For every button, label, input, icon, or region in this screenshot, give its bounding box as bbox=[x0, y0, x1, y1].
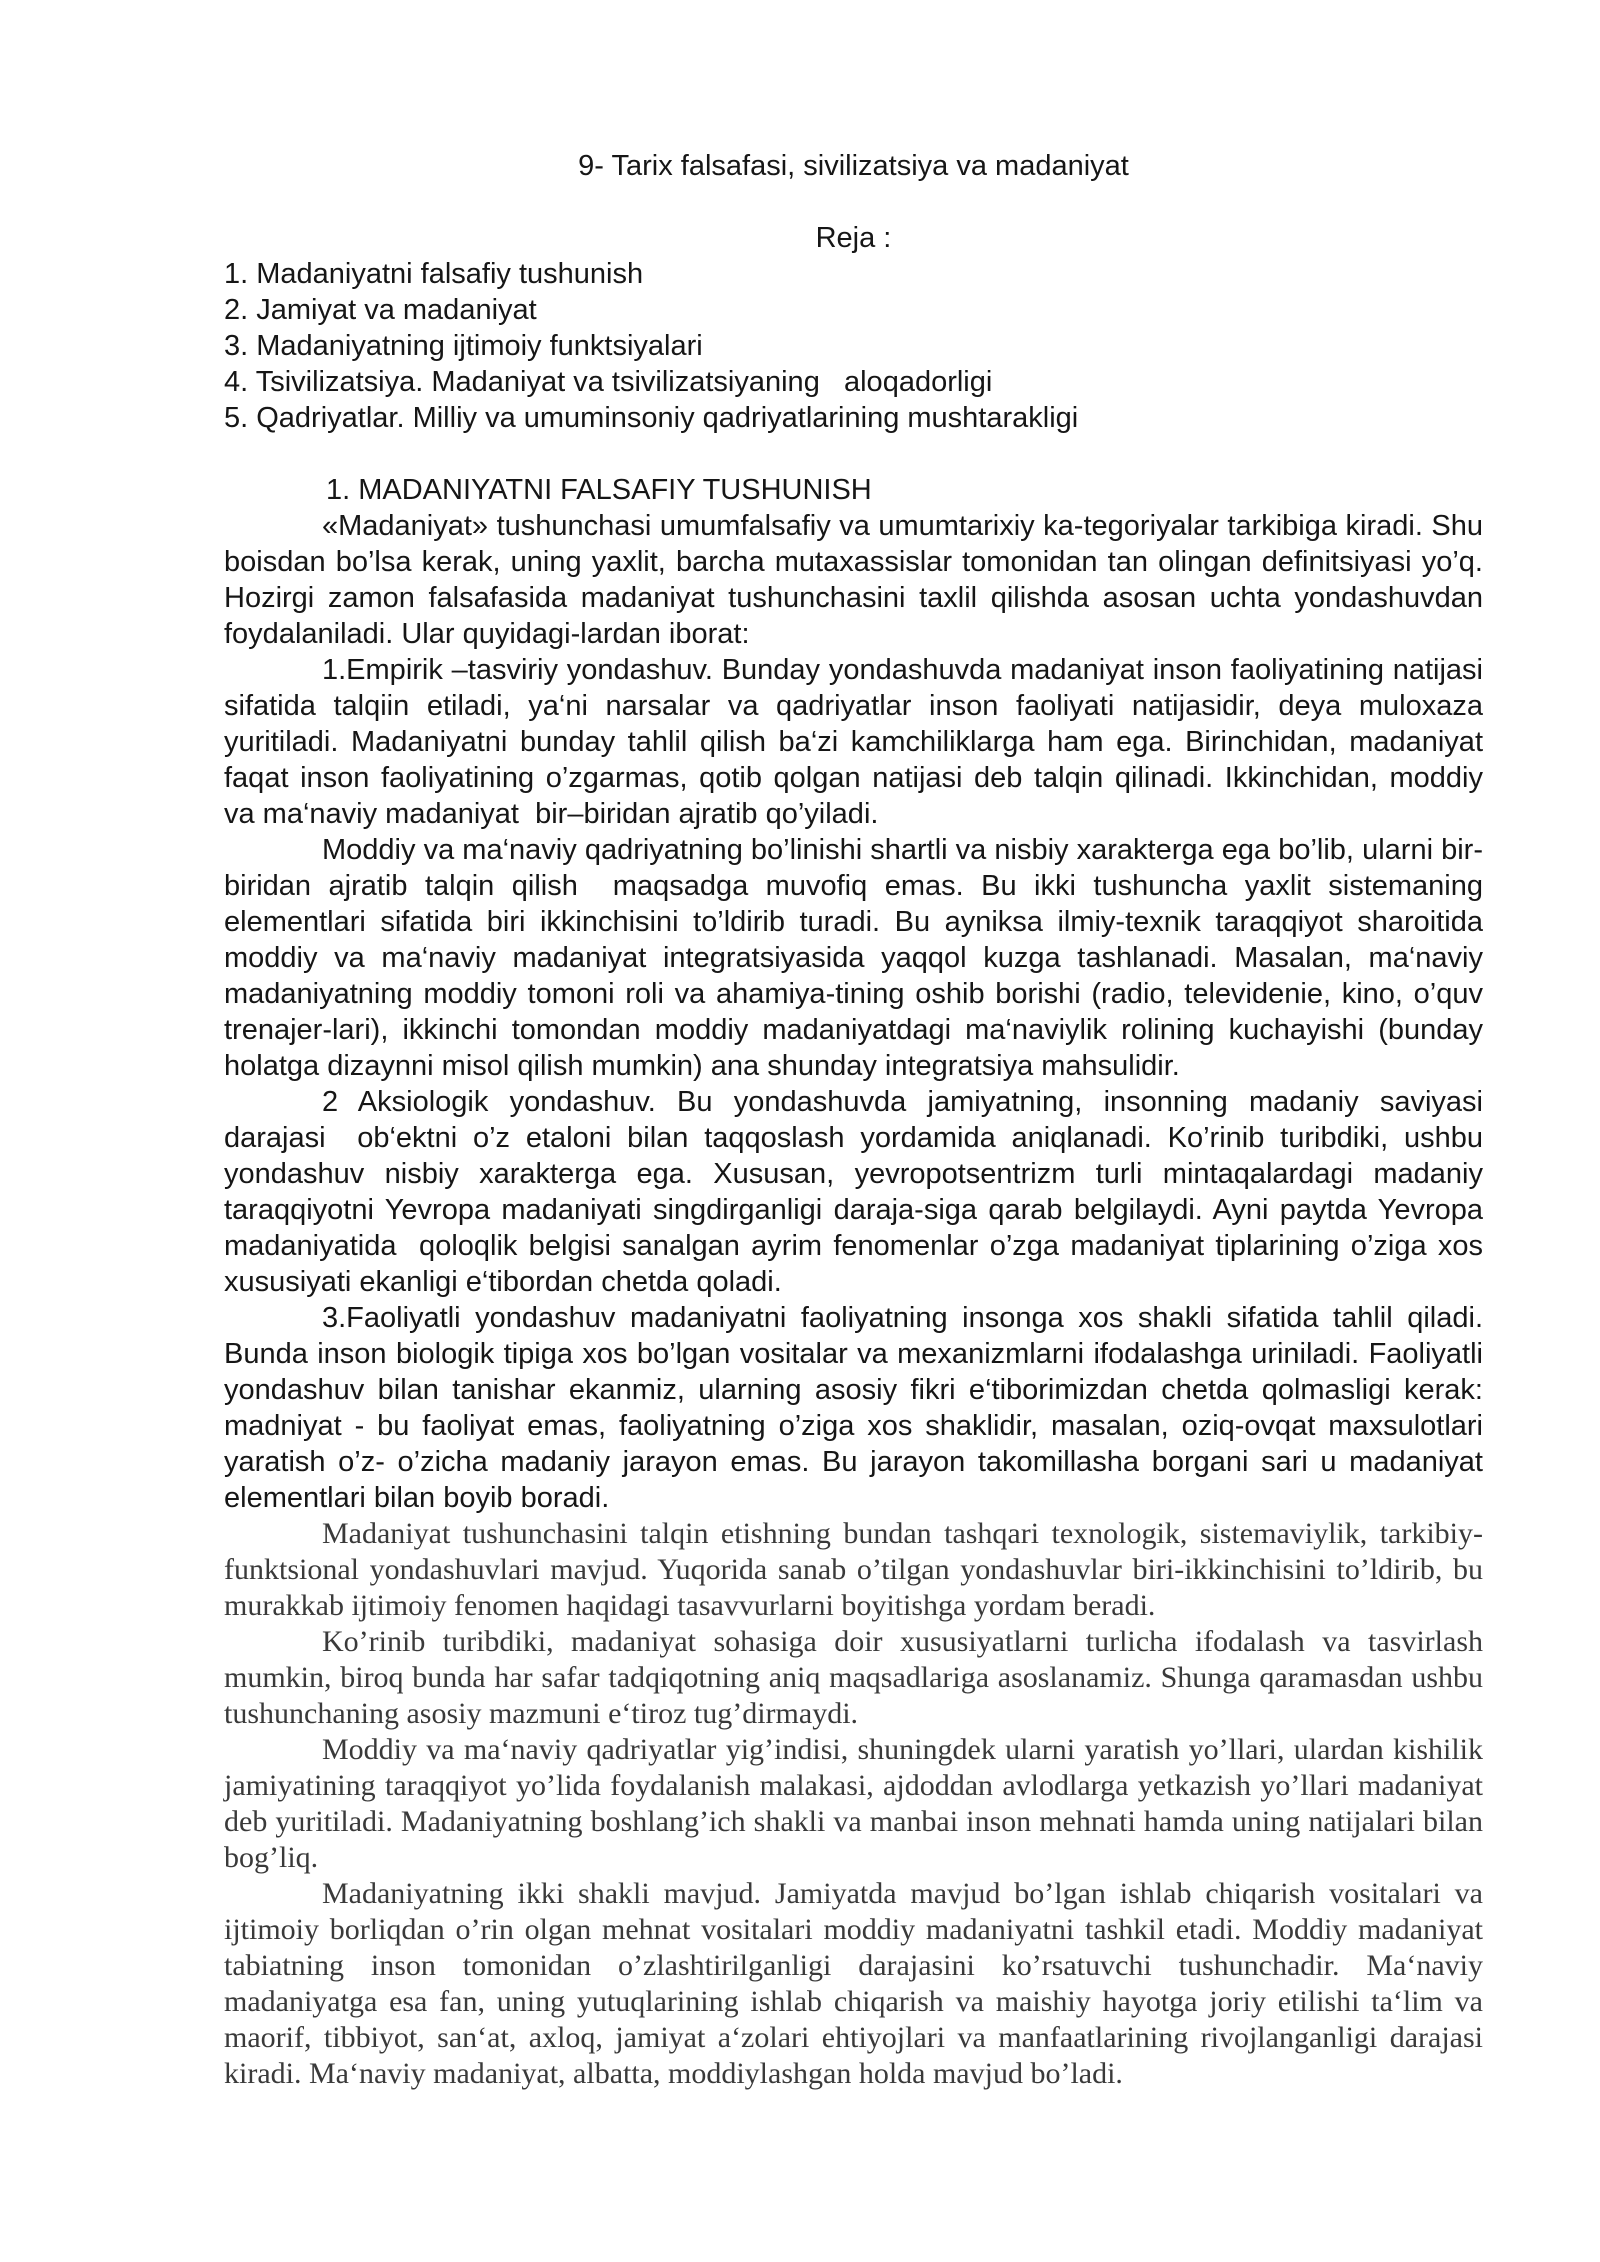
body-paragraph-2: 1.Empirik –tasviriy yondashuv. Bunday yondashuvda madaniyat inson faoliyatining natijasi sifatida talqiin etiladi, ya‘ni narsalar va qadriyatlar inson faoliyati natijasidir, deya muloxaza yuritiladi. Madaniyatni bunday tahlil qilish ba‘zi kamchiliklarga ham ega. Birinchidan, madaniyat faqat inson faoliyatining o’zgarmas, qotib qolgan natijasi deb talqin qilinadi. Ikkinchidan, moddiy va ma‘naviy madaniyat bir–biridan ajratib qo’yiladi. bbox=[224, 654, 1492, 830]
blank-line bbox=[224, 436, 1483, 472]
document-title: 9- Tarix falsafasi, sivilizatsiya va madaniyat bbox=[578, 150, 1129, 182]
body-paragraph-1: «Madaniyat» tushunchasi umumfalsafiy va umumtarixiy ka-tegoriyalar tarkibiga kiradi. Shu boisdan bo’lsa kerak, uning yaxlit, barcha mutaxassislar tomonidan tan olingan definitsiyasi yo’q. Hozirgi zamon falsafasida madaniyat tushunchasini taxlil qilishda asosan uchta yondashuvdan foydalaniladi. Ular quyidagi-lardan iborat: bbox=[224, 510, 1492, 650]
plan-item-3: 3. Madaniyatning ijtimoiy funktsiyalari bbox=[224, 330, 703, 362]
plan-item-1: 1. Madaniyatni falsafiy tushunish bbox=[224, 258, 644, 290]
plan-item-5: 5. Qadriyatlar. Milliy va umuminsoniy qadriyatlarining mushtarakligi bbox=[224, 402, 1079, 434]
blank-line bbox=[224, 184, 1483, 220]
section-heading: 1. MADANIYATNI FALSAFIY TUSHUNISH bbox=[326, 474, 872, 506]
body-paragraph-7: Ko’rinib turibdiki, madaniyat sohasiga doir xususiyatlarni turlicha ifodalash va tasvirlash mumkin, biroq bunda har safar tadqiqotning aniq maqsadlariga asoslanamiz. Shunga qaramasdan ushbu tushunchaning asosiy mazmuni e‘tiroz tug’dirmaydi. bbox=[224, 1625, 1491, 1730]
plan-item-2: 2. Jamiyat va madaniyat bbox=[224, 294, 537, 326]
body-paragraph-8: Moddiy va ma‘naviy qadriyatlar yig’indisi, shuningdek ularni yaratish yo’llari, ulardan kishilik jamiyatining taraqqiyot yo’lida foydalanish malakasi, ajdoddan avlodlarga yetkazish yo’llari madaniyat deb yuritiladi. Madaniyatning boshlang’ich shakli va manbai inson mehnati hamda uning natijalari bilan bog’liq. bbox=[224, 1733, 1491, 1874]
body-paragraph-3: Moddiy va ma‘naviy qadriyatning bo’linishi shartli va nisbiy xarakterga ega bo’lib, ularni bir-biridan ajratib talqin qilish maqsadga muvofiq emas. Bu ikki tushuncha yaxlit sistemaning elementlari sifatida biri ikkinchisini to’ldirib turadi. Bu ayniksa ilmiy-texnik taraqqiyot sharoitida moddiy va ma‘naviy madaniyat integratsiyasida yaqqol kuzga tashlanadi. Masalan, ma‘naviy madaniyatning moddiy tomoni roli va ahamiya-tining oshib borishi (radio, televidenie, kino, o’quv trenajer-lari), ikkinchi tomondan moddiy madaniyatdagi ma‘naviylik rolining kuchayishi (bunday holatga dizaynni misol qilish mumkin) ana shunday integratsiya mahsulidir. bbox=[224, 834, 1492, 1082]
body-paragraph-4: 2 Aksiologik yondashuv. Bu yondashuvda jamiyatning, insonning madaniy saviyasi darajasi ob‘ektni o’z etaloni bilan taqqoslash yordamida aniqlanadi. Ko’rinib turibdiki, ushbu yondashuv nisbiy xarakterga ega. Xususan, yevropotsentrizm turli mintaqalardagi madaniy taraqqiyotni Yevropa madaniyati singdirganligi daraja-siga qarab belgilaydi. Ayni paytda Yevropa madaniyatida qoloqlik belgisi sanalgan ayrim fenomenlar o’zga madaniyat tiplarining o’ziga xos xususiyati ekanligi e‘tibordan chetda qoladi. bbox=[224, 1086, 1492, 1298]
body-paragraph-9: Madaniyatning ikki shakli mavjud. Jamiyatda mavjud bo’lgan ishlab chiqarish vositalari va ijtimoiy borliqdan o’rin olgan mehnat vositalari moddiy madaniyatni tashkil etadi. Moddiy madaniyat tabiatning inson tomonidan o’zlashtirilganligi darajasini ko’rsatuvchi tushunchadir. Ma‘naviy madaniyatga esa fan, uning yutuqlarining ishlab chiqarish va maishiy hayotga joriy etilishi ta‘lim va maorif, tibbiyot, san‘at, axloq, jamiyat a‘zolari ehtiyojlari va manfaatlarining rivojlanganligi darajasi kiradi. Ma‘naviy madaniyat, albatta, moddiylashgan holda mavjud bo’ladi. bbox=[224, 1877, 1491, 2090]
plan-item-4: 4. Tsivilizatsiya. Madaniyat va tsivilizatsiyaning aloqadorligi bbox=[224, 366, 993, 398]
body-paragraph-5: 3.Faoliyatli yondashuv madaniyatni faoliyatning insonga xos shakli sifatida tahlil qiladi. Bunda inson biologik tipiga xos bo’lgan vositalar va mexanizmlarni ifodalashga uriniladi. Faoliyatli yondashuv bilan tanishar ekanmiz, ularning asosiy fikri e‘tiborimizdan chetda qolmasligi kerak: madniyat - bu faoliyat emas, faoliyatning o’ziga xos shaklidir, masalan, oziq-ovqat maxsulotlari yaratish o’z- o’zicha madaniy jarayon emas. Bu jarayon takomillasha borgani sari u madaniyat elementlari bilan boyib boradi. bbox=[224, 1302, 1492, 1514]
body-paragraph-6: Madaniyat tushunchasini talqin etishning bundan tashqari texnologik, sistemaviylik, tarkibiy-funktsional yondashuvlari mavjud. Yuqorida sanab o’tilgan yondashuvlar biri-ikkinchisini to’ldirib, bu murakkab ijtimoiy fenomen haqidagi tasavvurlarni boyitishga yordam beradi. bbox=[224, 1517, 1491, 1622]
plan-heading: Reja : bbox=[815, 222, 892, 254]
